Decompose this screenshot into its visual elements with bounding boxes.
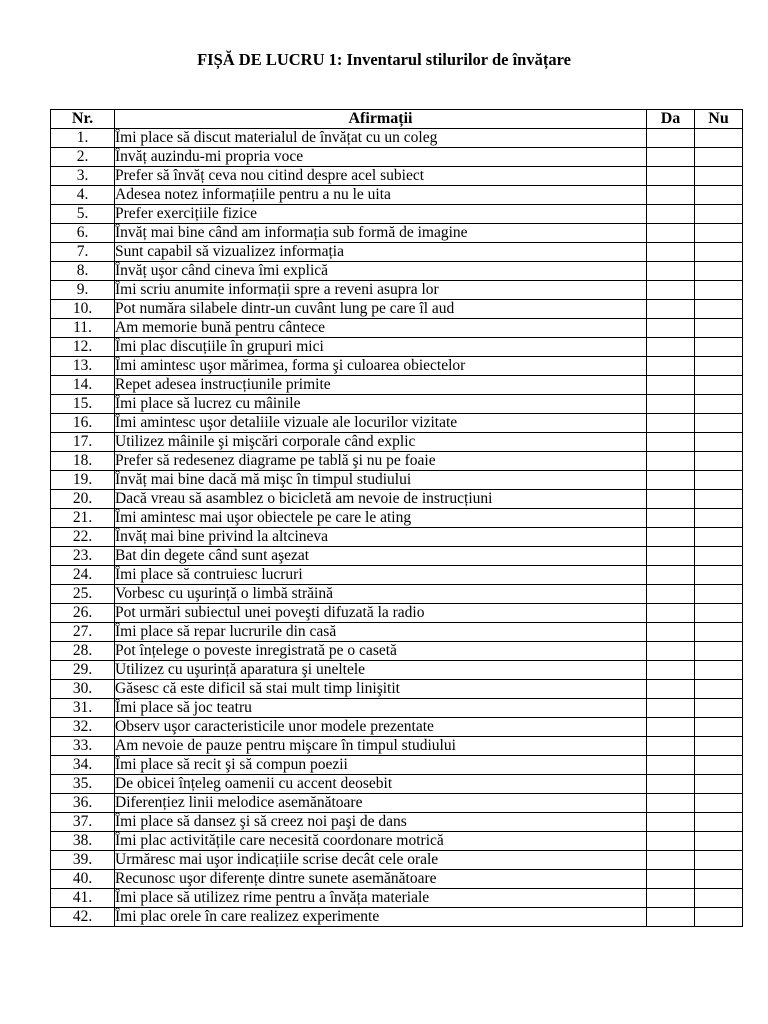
table-row — [51, 718, 743, 737]
row-number: 40. — [51, 870, 115, 889]
answer-yes-cell[interactable] — [647, 376, 695, 395]
answer-yes-cell[interactable] — [647, 832, 695, 851]
table-row — [51, 908, 743, 927]
answer-yes-cell[interactable] — [647, 452, 695, 471]
answer-yes-cell[interactable] — [647, 604, 695, 623]
statement-text: Adesea notez informațiile pentru a nu le uita — [115, 186, 647, 205]
answer-no-cell[interactable] — [695, 794, 743, 813]
statement-text: Învăț uşor când cineva îmi explică — [115, 262, 647, 281]
table-row — [51, 680, 743, 699]
statement-text: Îmi place să recit şi să compun poezii — [115, 756, 647, 775]
answer-yes-cell[interactable] — [647, 205, 695, 224]
table-row — [51, 832, 743, 851]
table-row — [51, 566, 743, 585]
answer-yes-cell[interactable] — [647, 851, 695, 870]
table-row — [51, 737, 743, 756]
answer-no-cell[interactable] — [695, 623, 743, 642]
answer-no-cell[interactable] — [695, 129, 743, 148]
table-row — [51, 376, 743, 395]
row-number: 26. — [51, 604, 115, 623]
row-number: 37. — [51, 813, 115, 832]
answer-no-cell[interactable] — [695, 376, 743, 395]
answer-no-cell[interactable] — [695, 737, 743, 756]
statement-text: Sunt capabil să vizualizez informația — [115, 243, 647, 262]
table-row — [51, 813, 743, 832]
answer-no-cell[interactable] — [695, 775, 743, 794]
statement-text: Îmi place să contruiesc lucruri — [115, 566, 647, 585]
answer-yes-cell[interactable] — [647, 775, 695, 794]
answer-no-cell[interactable] — [695, 148, 743, 167]
table-row — [51, 623, 743, 642]
answer-yes-cell[interactable] — [647, 908, 695, 927]
statement-text: Îmi place să joc teatru — [115, 699, 647, 718]
statement-text: Utilizez mâinile şi mişcări corporale când explic — [115, 433, 647, 452]
row-number: 7. — [51, 243, 115, 262]
row-number: 31. — [51, 699, 115, 718]
statement-text: Îmi amintesc mai uşor obiectele pe care le ating — [115, 509, 647, 528]
statement-text: Recunosc uşor diferențe dintre sunete asemănătoare — [115, 870, 647, 889]
header-yes: Da — [647, 110, 695, 129]
table-row — [51, 775, 743, 794]
table-row — [51, 889, 743, 908]
table-row — [51, 585, 743, 604]
statement-text: Îmi place să dansez şi să creez noi paşi de dans — [115, 813, 647, 832]
answer-no-cell[interactable] — [695, 870, 743, 889]
answer-no-cell[interactable] — [695, 186, 743, 205]
answer-no-cell[interactable] — [695, 642, 743, 661]
answer-no-cell[interactable] — [695, 338, 743, 357]
answer-yes-cell[interactable] — [647, 167, 695, 186]
answer-no-cell[interactable] — [695, 661, 743, 680]
table-row — [51, 262, 743, 281]
answer-no-cell[interactable] — [695, 414, 743, 433]
statement-text: Urmăresc mai uşor indicațiile scrise decât cele orale — [115, 851, 647, 870]
answer-yes-cell[interactable] — [647, 319, 695, 338]
row-number: 27. — [51, 623, 115, 642]
answer-no-cell[interactable] — [695, 528, 743, 547]
answer-no-cell[interactable] — [695, 433, 743, 452]
statement-text: Pot înțelege o poveste inregistrată pe o casetă — [115, 642, 647, 661]
answer-no-cell[interactable] — [695, 889, 743, 908]
statement-text: De obicei înțeleg oamenii cu accent deosebit — [115, 775, 647, 794]
table-row — [51, 794, 743, 813]
row-number: 33. — [51, 737, 115, 756]
statement-text: Am memorie bună pentru cântece — [115, 319, 647, 338]
answer-yes-cell[interactable] — [647, 756, 695, 775]
answer-no-cell[interactable] — [695, 718, 743, 737]
statement-text: Îmi place să repar lucrurile din casă — [115, 623, 647, 642]
row-number: 6. — [51, 224, 115, 243]
statement-text: Am nevoie de pauze pentru mişcare în timpul studiului — [115, 737, 647, 756]
answer-no-cell[interactable] — [695, 604, 743, 623]
answer-no-cell[interactable] — [695, 490, 743, 509]
table-row — [51, 661, 743, 680]
answer-yes-cell[interactable] — [647, 148, 695, 167]
statement-text: Învăț mai bine privind la altcineva — [115, 528, 647, 547]
row-number: 2. — [51, 148, 115, 167]
answer-no-cell[interactable] — [695, 813, 743, 832]
table-row — [51, 186, 743, 205]
answer-yes-cell[interactable] — [647, 547, 695, 566]
row-number: 10. — [51, 300, 115, 319]
table-row — [51, 205, 743, 224]
statement-text: Diferențiez linii melodice asemănătoare — [115, 794, 647, 813]
answer-no-cell[interactable] — [695, 680, 743, 699]
row-number: 20. — [51, 490, 115, 509]
answer-no-cell[interactable] — [695, 243, 743, 262]
answer-no-cell[interactable] — [695, 471, 743, 490]
table-row — [51, 699, 743, 718]
answer-yes-cell[interactable] — [647, 395, 695, 414]
row-number: 16. — [51, 414, 115, 433]
answer-yes-cell[interactable] — [647, 699, 695, 718]
answer-yes-cell[interactable] — [647, 414, 695, 433]
table-row — [51, 224, 743, 243]
statement-text: Bat din degete când sunt aşezat — [115, 547, 647, 566]
row-number: 18. — [51, 452, 115, 471]
answer-no-cell[interactable] — [695, 908, 743, 927]
answer-yes-cell[interactable] — [647, 129, 695, 148]
answer-no-cell[interactable] — [695, 756, 743, 775]
learning-styles-table — [50, 109, 743, 927]
row-number: 9. — [51, 281, 115, 300]
statement-text: Îmi scriu anumite informații spre a reveni asupra lor — [115, 281, 647, 300]
header-nr: Nr. — [51, 110, 115, 129]
answer-no-cell[interactable] — [695, 832, 743, 851]
answer-yes-cell[interactable] — [647, 718, 695, 737]
answer-no-cell[interactable] — [695, 699, 743, 718]
row-number: 35. — [51, 775, 115, 794]
statement-text: Îmi place să discut materialul de învățat cu un coleg — [115, 129, 647, 148]
answer-no-cell[interactable] — [695, 262, 743, 281]
answer-no-cell[interactable] — [695, 205, 743, 224]
statement-text: Utilizez cu uşurință aparatura şi uneltele — [115, 661, 647, 680]
statement-text: Îmi amintesc uşor detaliile vizuale ale locurilor vizitate — [115, 414, 647, 433]
row-number: 24. — [51, 566, 115, 585]
statement-text: Îmi plac discuțiile în grupuri mici — [115, 338, 647, 357]
answer-yes-cell[interactable] — [647, 889, 695, 908]
answer-yes-cell[interactable] — [647, 585, 695, 604]
answer-yes-cell[interactable] — [647, 528, 695, 547]
answer-no-cell[interactable] — [695, 281, 743, 300]
statement-text: Pot număra silabele dintr-un cuvânt lung pe care îl aud — [115, 300, 647, 319]
answer-no-cell[interactable] — [695, 547, 743, 566]
answer-yes-cell[interactable] — [647, 490, 695, 509]
table-row — [51, 148, 743, 167]
statement-text: Îmi plac activitățile care necesită coordonare motrică — [115, 832, 647, 851]
table-row — [51, 547, 743, 566]
row-number: 8. — [51, 262, 115, 281]
table-header-row — [51, 110, 743, 129]
row-number: 34. — [51, 756, 115, 775]
table-row — [51, 509, 743, 528]
statement-text: Învăț auzindu-mi propria voce — [115, 148, 647, 167]
answer-yes-cell[interactable] — [647, 870, 695, 889]
answer-no-cell[interactable] — [695, 357, 743, 376]
statement-text: Vorbesc cu uşurință o limbă străină — [115, 585, 647, 604]
row-number: 23. — [51, 547, 115, 566]
table-row — [51, 319, 743, 338]
statement-text: Îmi place să utilizez rime pentru a învăța materiale — [115, 889, 647, 908]
row-number: 39. — [51, 851, 115, 870]
table-row — [51, 167, 743, 186]
statement-text: Îmi amintesc uşor mărimea, forma şi culoarea obiectelor — [115, 357, 647, 376]
answer-no-cell[interactable] — [695, 319, 743, 338]
answer-yes-cell[interactable] — [647, 224, 695, 243]
row-number: 17. — [51, 433, 115, 452]
answer-no-cell[interactable] — [695, 851, 743, 870]
table-row — [51, 471, 743, 490]
answer-yes-cell[interactable] — [647, 243, 695, 262]
statement-text: Repet adesea instrucțiunile primite — [115, 376, 647, 395]
statement-text: Găsesc că este dificil să stai mult timp linişitit — [115, 680, 647, 699]
statement-text: Învăț mai bine dacă mă mişc în timpul studiului — [115, 471, 647, 490]
row-number: 12. — [51, 338, 115, 357]
answer-no-cell[interactable] — [695, 300, 743, 319]
statement-text: Învăț mai bine când am informația sub formă de imagine — [115, 224, 647, 243]
answer-yes-cell[interactable] — [647, 357, 695, 376]
header-statements: Afirmații — [115, 110, 647, 129]
table-row — [51, 129, 743, 148]
row-number: 30. — [51, 680, 115, 699]
table-row — [51, 642, 743, 661]
row-number: 11. — [51, 319, 115, 338]
answer-yes-cell[interactable] — [647, 509, 695, 528]
table-row — [51, 300, 743, 319]
row-number: 13. — [51, 357, 115, 376]
table-row — [51, 604, 743, 623]
answer-yes-cell[interactable] — [647, 186, 695, 205]
statement-text: Prefer să învăț ceva nou citind despre acel subiect — [115, 167, 647, 186]
row-number: 38. — [51, 832, 115, 851]
answer-yes-cell[interactable] — [647, 433, 695, 452]
statement-text: Observ uşor caracteristicile unor modele prezentate — [115, 718, 647, 737]
answer-no-cell[interactable] — [695, 452, 743, 471]
answer-yes-cell[interactable] — [647, 813, 695, 832]
page-title: FIȘĂ DE LUCRU 1: Inventarul stilurilor de învățare — [197, 50, 571, 69]
row-number: 5. — [51, 205, 115, 224]
row-number: 3. — [51, 167, 115, 186]
answer-yes-cell[interactable] — [647, 737, 695, 756]
answer-yes-cell[interactable] — [647, 623, 695, 642]
table-row — [51, 414, 743, 433]
answer-yes-cell[interactable] — [647, 262, 695, 281]
table-row — [51, 756, 743, 775]
row-number: 28. — [51, 642, 115, 661]
statement-text: Prefer exercițiile fizice — [115, 205, 647, 224]
table-row — [51, 357, 743, 376]
table-row — [51, 338, 743, 357]
table-row — [51, 281, 743, 300]
statement-text: Prefer să redesenez diagrame pe tablă şi nu pe foaie — [115, 452, 647, 471]
answer-yes-cell[interactable] — [647, 794, 695, 813]
answer-yes-cell[interactable] — [647, 661, 695, 680]
table-row — [51, 395, 743, 414]
table-row — [51, 243, 743, 262]
row-number: 41. — [51, 889, 115, 908]
answer-yes-cell[interactable] — [647, 300, 695, 319]
statement-text: Îmi place să lucrez cu mâinile — [115, 395, 647, 414]
row-number: 22. — [51, 528, 115, 547]
answer-no-cell[interactable] — [695, 585, 743, 604]
answer-no-cell[interactable] — [695, 224, 743, 243]
row-number: 36. — [51, 794, 115, 813]
statement-text: Îmi plac orele în care realizez experimente — [115, 908, 647, 927]
statement-text: Pot urmări subiectul unei poveşti difuzată la radio — [115, 604, 647, 623]
table-row — [51, 490, 743, 509]
answer-yes-cell[interactable] — [647, 642, 695, 661]
row-number: 1. — [51, 129, 115, 148]
row-number: 25. — [51, 585, 115, 604]
row-number: 19. — [51, 471, 115, 490]
answer-yes-cell[interactable] — [647, 566, 695, 585]
table-row — [51, 870, 743, 889]
row-number: 42. — [51, 908, 115, 927]
answer-yes-cell[interactable] — [647, 680, 695, 699]
row-number: 21. — [51, 509, 115, 528]
row-number: 15. — [51, 395, 115, 414]
row-number: 14. — [51, 376, 115, 395]
row-number: 29. — [51, 661, 115, 680]
answer-no-cell[interactable] — [695, 566, 743, 585]
row-number: 4. — [51, 186, 115, 205]
answer-yes-cell[interactable] — [647, 471, 695, 490]
answer-no-cell[interactable] — [695, 167, 743, 186]
answer-no-cell[interactable] — [695, 509, 743, 528]
answer-yes-cell[interactable] — [647, 281, 695, 300]
table-row — [51, 851, 743, 870]
table-row — [51, 452, 743, 471]
table-row — [51, 433, 743, 452]
answer-no-cell[interactable] — [695, 395, 743, 414]
table-row — [51, 528, 743, 547]
statement-text: Dacă vreau să asamblez o bicicletă am nevoie de instrucțiuni — [115, 490, 647, 509]
header-no: Nu — [695, 110, 743, 129]
row-number: 32. — [51, 718, 115, 737]
answer-yes-cell[interactable] — [647, 338, 695, 357]
